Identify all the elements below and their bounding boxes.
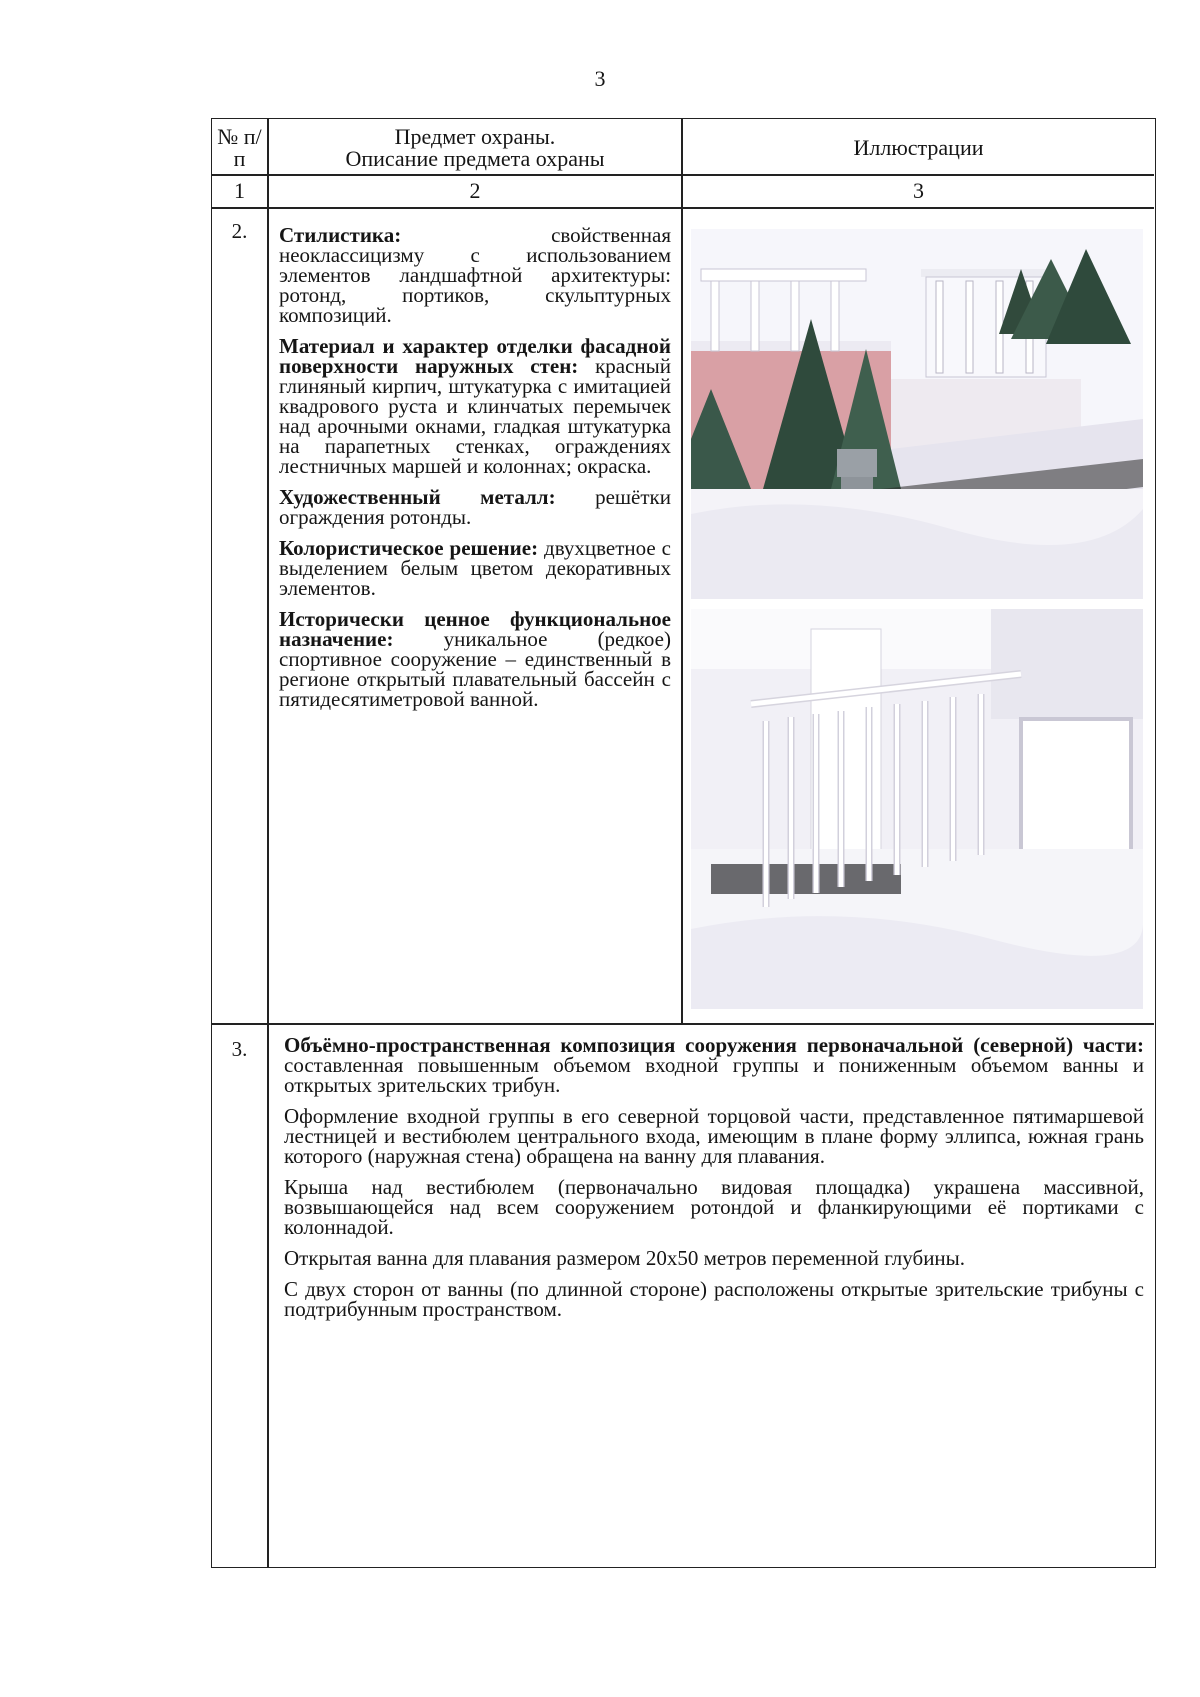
term-text: свойственная неоклассицизму с использованием элементов ландшафтной архитектуры: ротонд, портиков, скульптурных композиций. xyxy=(279,223,671,327)
row-divider xyxy=(212,207,1154,209)
header-subject-title: Предмет охраны. xyxy=(394,123,556,149)
paragraph-metal xyxy=(279,487,671,527)
paragraph-composition xyxy=(284,1035,1144,1095)
header-subject xyxy=(269,121,681,174)
term: Исторически ценное функциональное назначение: xyxy=(279,607,671,651)
paragraph-colors xyxy=(279,538,671,598)
term-text: решётки ограждения ротонды. xyxy=(279,485,671,529)
photo-railing xyxy=(691,609,1143,1009)
term: Объёмно-пространственная композиция сооружения первоначальной (северной) части: xyxy=(284,1033,1144,1057)
row-number: 2. xyxy=(231,219,248,243)
protection-table xyxy=(211,118,1156,1568)
term-text: составленная повышенным объемом входной группы и пониженным объемом ванны и открытых зрительских трибун. xyxy=(284,1053,1144,1097)
row3-description xyxy=(284,1035,1144,1330)
column-divider xyxy=(267,119,269,1567)
term-text: уникальное (редкое) спортивное сооружение – единственный в регионе открытый плавательный бассейн с пятидесятиметровой ванной. xyxy=(279,627,671,711)
index-col-1: 1 xyxy=(234,178,245,203)
paragraph-pool: Открытая ванна для плавания размером 20х50 метров переменной глубины. xyxy=(284,1246,966,1270)
paragraph-roof: Крыша над вестибюлем (первоначально видовая площадка) украшена массивной, возвышающейся над всем сооружением ротондой и фланкирующими её портиками с колоннадой. xyxy=(284,1175,1144,1239)
row-number: 3. xyxy=(231,1037,248,1061)
header-illustrations: Иллюстрации xyxy=(853,134,984,160)
paragraph-function xyxy=(279,609,671,709)
row2-description xyxy=(279,225,671,720)
term-text: двухцветное с выделением белым цветом декоративных элементов. xyxy=(279,536,671,600)
row-divider xyxy=(212,1023,1154,1025)
paragraph-entrance: Оформление входной группы в его северной торцовой части, представленное пятимаршевой лестницей и вестибюлем центрального входа, имеющим в плане форму эллипса, южная грань которого (наружная стена) обращена на ванну для плавания. xyxy=(284,1104,1144,1168)
index-col-3: 3 xyxy=(913,178,924,203)
term: Материал и характер отделки фасадной поверхности наружных стен: xyxy=(279,334,671,378)
column-divider xyxy=(681,119,683,1023)
paragraph-stylistics xyxy=(279,225,671,325)
term: Художественный металл: xyxy=(279,485,556,509)
page-number: 3 xyxy=(594,66,606,91)
index-col-2: 2 xyxy=(469,178,481,203)
term-text: красный глиняный кирпич, штукатурка с имитацией квадрового руста и клинчатых перемычек над арочными окнами, гладкая штукатурка на парапетных стенках, ограждениях лестничных маршей и колоннах; окраска. xyxy=(279,354,671,478)
paragraph-tribunes: С двух сторон от ванны (по длинной стороне) расположены открытые зрительские трибуны с подтрибунным пространством. xyxy=(284,1277,1144,1321)
header-subject-desc: Описание предмета охраны xyxy=(345,145,605,171)
term: Колористическое решение: xyxy=(279,536,539,560)
paragraph-material xyxy=(279,336,671,476)
header-number: № п/п xyxy=(217,123,262,171)
photo-rotunda xyxy=(691,229,1143,599)
term: Стилистика: xyxy=(279,223,402,247)
